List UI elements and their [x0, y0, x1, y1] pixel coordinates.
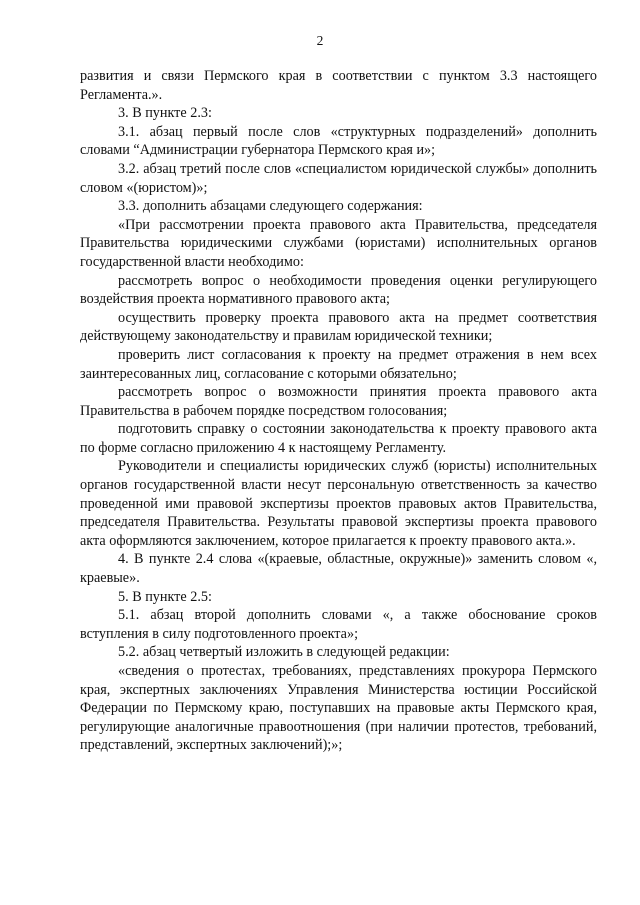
page-number: 2 — [316, 33, 324, 48]
paragraph-requirement-4: рассмотреть вопрос о возможности принятия проекта правового акта Правительства в рабочем порядке посредством голосования; — [80, 384, 597, 419]
paragraph-requirement-3: проверить лист согласования к проекту на предмет отражения в нем всех заинтересованных лиц, согласование с которыми обязательно; — [80, 346, 597, 382]
document-body — [80, 67, 597, 755]
paragraph-item-3-2: 3.2. абзац третий после слов «специалистом юридической службы» дополнить словом «(юристом)»; — [80, 160, 597, 196]
paragraph-item-4: 4. В пункте 2.4 слова «(краевые, областные, окружные)» заменить словом «, краевые». — [80, 551, 597, 587]
paragraph-requirement-2: осуществить проверку проекта правового акта на предмет соответствия действующему законодательству и правилам юридической техники; — [80, 309, 597, 345]
paragraph-quote-info: «сведения о протестах, требованиях, представлениях прокурора Пермского края, экспертных заключениях Управления Министерства юстиции Российской Федерации по Пермскому краю, поступавших на правовые акты Пермского края, регулирующие аналогичные правоотношения (при наличии протестов, требований, представлений, экспертных заключений);»; — [80, 663, 597, 754]
paragraph-requirement-1: рассмотреть вопрос о необходимости проведения оценки регулирующего воздействия проекта нормативного правового акта; — [80, 272, 597, 308]
paragraph-item-3-1: 3.1. абзац первый после слов «структурных подразделений» дополнить словами “Администрации губернатора Пермского края и»; — [80, 123, 597, 159]
paragraph-item-5-2: 5.2. абзац четвертый изложить в следующей редакции: — [118, 644, 450, 661]
paragraph-item-3-3: 3.3. дополнить абзацами следующего содержания: — [118, 198, 423, 215]
paragraph-item-3: 3. В пункте 2.3: — [118, 105, 212, 122]
paragraph-requirement-5: подготовить справку о состоянии законодательства к проекту правового акта по форме согласно приложению 4 к настоящему Регламенту. — [80, 421, 597, 456]
paragraph-item-5: 5. В пункте 2.5: — [118, 588, 212, 605]
paragraph-quote-intro: «При рассмотрении проекта правового акта Правительства, председателя Правительства юридическими службами (юристами) исполнительных органов государственной власти необходимо: — [80, 216, 597, 270]
paragraph-item-5-1: 5.1. абзац второй дополнить словами «, а также обоснование сроков вступления в силу подготовленного проекта»; — [80, 607, 597, 642]
paragraph-continuation: развития и связи Пермского края в соответствии с пунктом 3.3 настоящего Регламента.». — [80, 68, 597, 103]
paragraph-responsibility: Руководители и специалисты юридических служб (юристы) исполнительных органов государственной власти несут персональную ответственность за качество проведенной ими правовой экспертизы проектов правовых актов Правительства, председателя Правительства. Результаты правовой экспертизы проекта правового акта оформляются заключением, которое прилагается к проекту правового акта.». — [80, 458, 597, 549]
